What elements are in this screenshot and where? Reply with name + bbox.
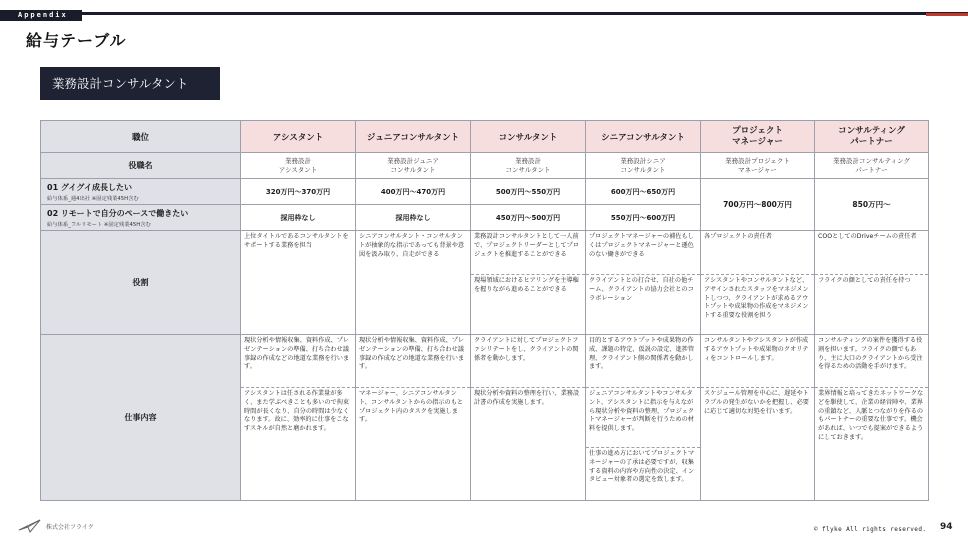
salary-value-merged: 850万円〜	[815, 179, 929, 231]
role-text: フライクの顔としての責任を持つ	[815, 274, 928, 288]
duty-row	[41, 335, 929, 501]
role-cell	[815, 231, 929, 335]
duty-text: 目的とするアウトプットや成果物の作成、課題の特定、仮説の設定、進捗管理、クライアント側の関係者を動かします。	[589, 337, 695, 371]
role-text: COOとしてのDriveチームの責任者	[818, 233, 917, 240]
role-name: 業務設計コンサルティング パートナー	[815, 153, 929, 179]
duty-text: マネージャー、シニアコンサルタント、コンサルタントからの指示のもとプロジェクト内のタスクを実施します。	[356, 387, 470, 427]
column-header: プロジェクト マネージャー	[701, 121, 815, 153]
role-text: プロジェクトマネージャーの補佐もしくはプロジェクトマネージャーと遜色のない働きができる	[589, 233, 694, 258]
role-cell	[356, 231, 471, 335]
role-name: 業務設計ジュニア コンサルタント	[356, 153, 471, 179]
role-name: 業務設計 アシスタント	[241, 153, 356, 179]
salary-value: 採用枠なし	[241, 205, 356, 231]
duty-text: ジュニアコンサルタントやコンサルタント、アシスタントに指示を与えながら現状分析や資料の整理、プロジェクトマネージャーが判断を行うための材料を提供します。	[586, 387, 700, 447]
duty-text: 仕事の進め方においてプロジェクトマネージャーの了承は必要ですが、収集する資料の内容や方向性の決定、インタビュー対象者の選定を致します。	[586, 447, 700, 487]
salary-row	[41, 179, 929, 205]
company-logo	[18, 518, 94, 534]
column-header: コンサルタント	[471, 121, 586, 153]
salary-plan-title: 02 リモートで自分のペースで働きたい	[47, 209, 189, 218]
salary-value: 600万円〜650万円	[586, 179, 701, 205]
paper-plane-icon	[18, 518, 42, 534]
duty-cell	[471, 335, 586, 501]
role-text: 業務設計コンサルタントとして一人前で、プロジェクトリーダーとしてプロジェクトを推進することができる	[474, 233, 579, 258]
salary-plan-label	[41, 179, 241, 205]
page-number: 94	[940, 522, 953, 532]
role-text: シニアコンサルタント・コンサルタントが抽象的な指示であっても背景や意図を汲み取り、自走ができる	[359, 233, 465, 258]
role-text: 上位タイトルであるコンサルタントをサポートする業務を担当	[244, 233, 349, 249]
duty-cell	[815, 335, 929, 501]
page-title: 給与テーブル	[26, 31, 127, 50]
role-text: アシスタントやコンサルタントなど、アサインされたスタッフをマネジメントしつつ、クライアントが求めるアウトプットや成果物の作成をマネジメントする重要な役割を担う	[701, 274, 814, 323]
corner-label: 職位	[41, 121, 241, 153]
top-rule	[0, 12, 968, 15]
duty-text: アシスタントは任される作業量が多く、また学ぶべきことも多いので拘束時間が長くなり、自分の時間は少なくなります。故に、効率的に仕事をこなすスキルが自然と磨かれます。	[241, 387, 355, 436]
salary-plan-title: 01 グイグイ成長したい	[47, 183, 132, 192]
role-cell	[471, 231, 586, 335]
duty-text: 業界情報と培ってきたネットワークなどを駆使して、企業の経営陣や、業界の重鎮など、人脈とつながりを作るのもパートナーの重要な仕事です。機会があれば、いつでも提案ができるようにしておきます。	[815, 387, 928, 445]
duty-text: コンサルタントやアシスタントが作成するアウトプットや成果物のクオリティをコントロールします。	[704, 337, 809, 362]
duty-text: 現状分析や資料の整理を行い、業務設計書の作成を実施します。	[471, 387, 585, 410]
salary-plan-subtitle: 給与体系_フルリモート ※固定残業45H含む	[47, 222, 151, 228]
salary-value: 320万円〜370万円	[241, 179, 356, 205]
role-text: クライアントとの打合せ、自社の他チーム、クライアントの協力会社とのコラボレーション	[586, 274, 700, 305]
section-title: 業務設計コンサルタント	[40, 67, 220, 100]
duty-cell	[586, 335, 701, 501]
salary-value: 採用枠なし	[356, 205, 471, 231]
salary-plan-subtitle: 給与体系_週4出社 ※固定残業45H含む	[47, 196, 139, 202]
salary-value: 450万円〜500万円	[471, 205, 586, 231]
role-cell	[586, 231, 701, 335]
company-name: 株式会社フライク	[46, 523, 94, 531]
salary-value: 550万円〜600万円	[586, 205, 701, 231]
role-name: 業務設計プロジェクト マネージャー	[701, 153, 815, 179]
role-cell	[701, 231, 815, 335]
role-text: 現場領域におけるヒアリングを主導権を握りながら進めることができる	[471, 274, 585, 297]
role-name-row	[41, 153, 929, 179]
column-header: コンサルティング パートナー	[815, 121, 929, 153]
role-text: 各プロジェクトの責任者	[704, 233, 772, 240]
column-header-row	[41, 121, 929, 153]
duty-cell	[356, 335, 471, 501]
role-name-label: 役職名	[41, 153, 241, 179]
top-rule-accent	[926, 13, 968, 16]
duty-cell	[701, 335, 815, 501]
duty-section-label: 仕事内容	[41, 335, 241, 501]
column-header: ジュニアコンサルタント	[356, 121, 471, 153]
column-header: シニアコンサルタント	[586, 121, 701, 153]
duty-text: 現状分析や情報収集、資料作成、プレゼンテーションの準備、打ち合わせ議事録の作成などの地道な業務を行います。	[359, 337, 465, 371]
role-cell	[241, 231, 356, 335]
salary-table	[40, 120, 929, 501]
salary-value: 500万円〜550万円	[471, 179, 586, 205]
role-row	[41, 231, 929, 335]
role-name: 業務設計 コンサルタント	[471, 153, 586, 179]
duty-text: クライアントに対してプロジェクトファシリテートをし、クライアントの関係者を動かします。	[474, 337, 579, 362]
role-section-label: 役割	[41, 231, 241, 335]
duty-text: スケジュール管理を中心に、遅延やトラブルの発生がないかを把握し、必要に応じて適切な対処を行います。	[701, 387, 814, 418]
duty-cell	[241, 335, 356, 501]
duty-text: コンサルティングの案件を獲得する役割を担います。フライクの顔でもあり、主に大口のクライアントから受注を得るための活動を手がけます。	[818, 337, 923, 371]
column-header: アシスタント	[241, 121, 356, 153]
salary-plan-label	[41, 205, 241, 231]
salary-value: 400万円〜470万円	[356, 179, 471, 205]
copyright-text: © flyke All rights reserved.	[814, 526, 927, 533]
role-name: 業務設計シニア コンサルタント	[586, 153, 701, 179]
appendix-label: Appendix	[0, 10, 82, 21]
salary-value-merged: 700万円〜800万円	[701, 179, 815, 231]
duty-text: 現状分析や情報収集、資料作成、プレゼンテーションの準備、打ち合わせ議事録の作成などの地道な業務を行います。	[244, 337, 350, 371]
